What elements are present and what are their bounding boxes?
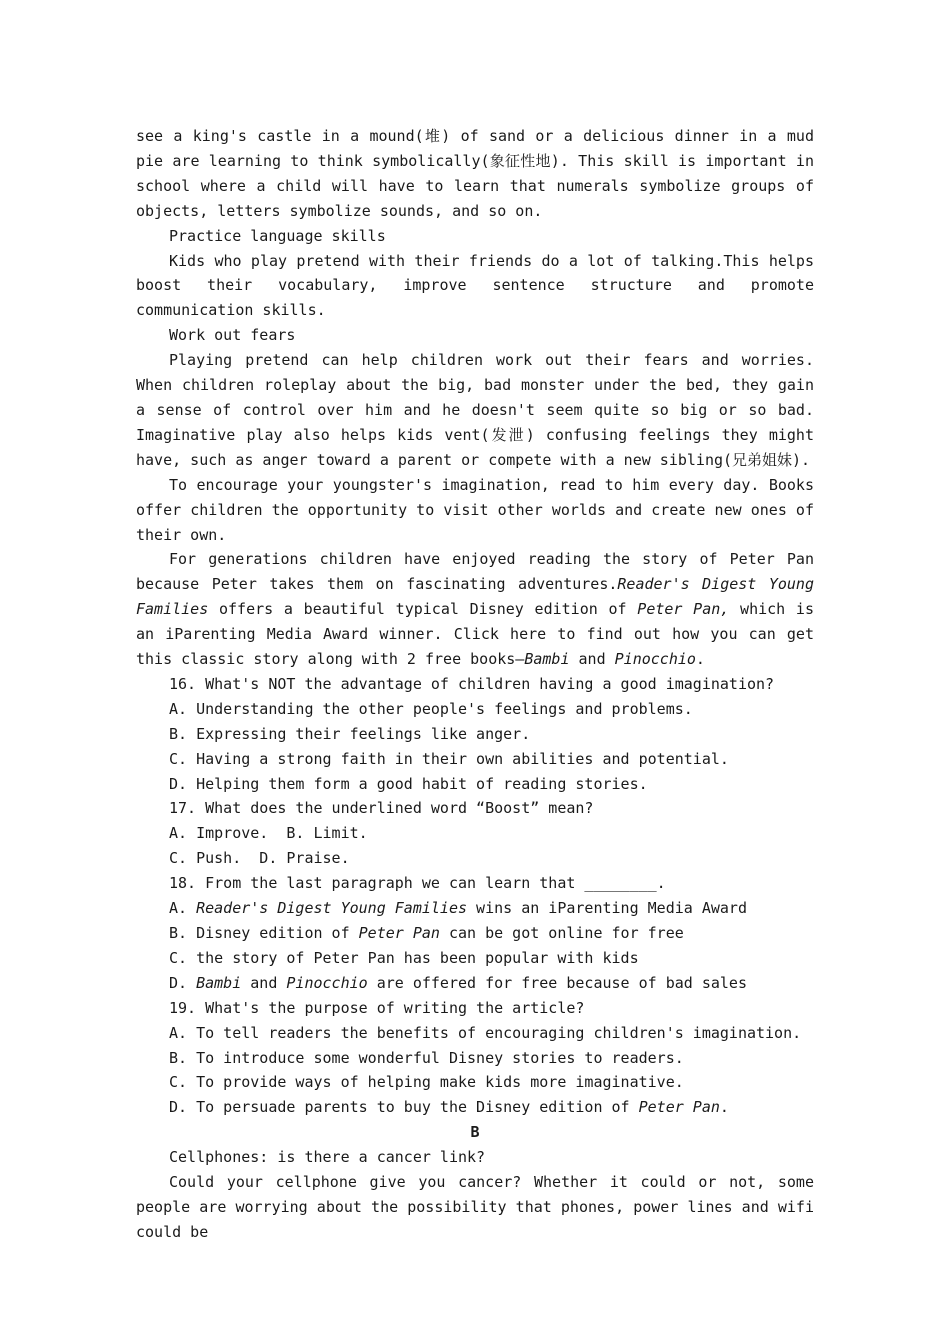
paragraph-peter-pan xyxy=(136,547,814,672)
option-text: can be got online for free xyxy=(439,924,684,942)
book-title-pinocchio: Pinocchio xyxy=(614,650,696,669)
peter-pan-text-5: . xyxy=(695,650,705,669)
question-18: 18. From the last paragraph we can learn that ________. xyxy=(169,874,666,893)
paragraph-fears: Playing pretend can help children work out their fears and worries. When children roleplay about the big, bad monster under the bed, they gain a sense of control over him and he doesn't seem quite so big or so bad. Imaginative play also helps kids vent(发泄) confusing feelings they might have, such as anger toward a parent or compete with a new sibling(兄弟姐妹). xyxy=(136,351,814,469)
question-17-options-cd: C. Push. D. Praise. xyxy=(169,849,350,868)
section-b-title: Cellphones: is there a cancer link? xyxy=(169,1148,486,1167)
question-18-option-b xyxy=(136,921,814,946)
question-19-option-b: B. To introduce some wonderful Disney stories to readers. xyxy=(169,1048,684,1067)
option-text: wins an iParenting Media Award xyxy=(467,899,747,918)
question-16-option-a: A. Understanding the other people's feelings and problems. xyxy=(169,699,693,718)
question-19-option-a: A. To tell readers the benefits of encouraging children's imagination. xyxy=(169,1023,802,1042)
question-18-option-a xyxy=(136,896,814,921)
peter-pan-text-2: offers a beautiful typical Disney edition of xyxy=(208,600,638,619)
book-title-pinocchio: Pinocchio xyxy=(286,973,368,992)
section-b-label: B xyxy=(470,1123,480,1142)
question-19-option-c: C. To provide ways of helping make kids more imaginative. xyxy=(169,1073,684,1092)
question-19: 19. What's the purpose of writing the article? xyxy=(169,998,585,1017)
document-page xyxy=(136,124,814,1245)
book-title-peter-pan: Peter Pan xyxy=(358,924,440,942)
option-text: D. To persuade parents to buy the Disney edition of xyxy=(169,1098,639,1117)
question-16: 16. What's NOT the advantage of children having a good imagination? xyxy=(169,674,775,693)
peter-pan-text-3: which is an iParenting Media Award winner. Click here to find out how you can get this classic story along with 2 free books— xyxy=(136,600,814,669)
question-17: 17. What does the underlined word “Boost” mean? xyxy=(169,799,594,818)
book-title-peter-pan: Peter Pan, xyxy=(637,600,730,619)
magazine-title: Reader's Digest Young Families xyxy=(136,575,814,619)
option-text: are offered for free because of bad sales xyxy=(367,973,747,992)
heading-work-out-fears: Work out fears xyxy=(169,326,296,345)
option-letter: A. xyxy=(169,899,197,918)
section-b-paragraph: Could your cellphone give you cancer? Whether it could or not, some people are worrying about the possibility that phones, power lines and wifi could be xyxy=(136,1173,814,1241)
paragraph-encourage: To encourage your youngster's imagination, read to him every day. Books offer children the opportunity to visit other worlds and create new ones of their own. xyxy=(136,475,814,544)
question-18-option-d xyxy=(136,971,814,996)
question-16-option-d: D. Helping them form a good habit of reading stories. xyxy=(169,774,648,793)
question-19-option-d xyxy=(136,1095,814,1120)
book-title-bambi: Bambi xyxy=(524,650,570,669)
peter-pan-text-1: For generations children have enjoyed reading the story of Peter Pan because Peter takes them on fascinating adventures. xyxy=(136,550,814,594)
option-letter: D. xyxy=(169,973,197,992)
paragraph-symbolic: see a king's castle in a mound(堆) of sand or a delicious dinner in a mud pie are learning to think symbolically(象征性地). This skill is important in school where a child will have to learn that numerals symbolize groups of objects, letters symbolize sounds, and so on. xyxy=(136,127,814,220)
question-16-option-b: B. Expressing their feelings like anger. xyxy=(169,724,531,743)
option-text: and xyxy=(241,973,287,992)
option-text: . xyxy=(719,1098,729,1117)
book-title-bambi: Bambi xyxy=(196,973,242,992)
option-text: B. Disney edition of xyxy=(169,924,359,942)
question-16-option-c: C. Having a strong faith in their own abilities and potential. xyxy=(169,749,729,768)
question-17-options-ab: A. Improve. B. Limit. xyxy=(169,824,368,843)
paragraph-language: Kids who play pretend with their friends do a lot of talking.This helps boost their vocabulary, improve sentence structure and promote communication skills. xyxy=(136,251,814,320)
question-18-option-c: C. the story of Peter Pan has been popular with kids xyxy=(169,948,639,967)
peter-pan-text-4: and xyxy=(569,650,615,669)
heading-language-skills: Practice language skills xyxy=(169,226,386,245)
book-title-peter-pan: Peter Pan xyxy=(638,1098,720,1117)
magazine-title: Reader's Digest Young Families xyxy=(196,899,468,918)
